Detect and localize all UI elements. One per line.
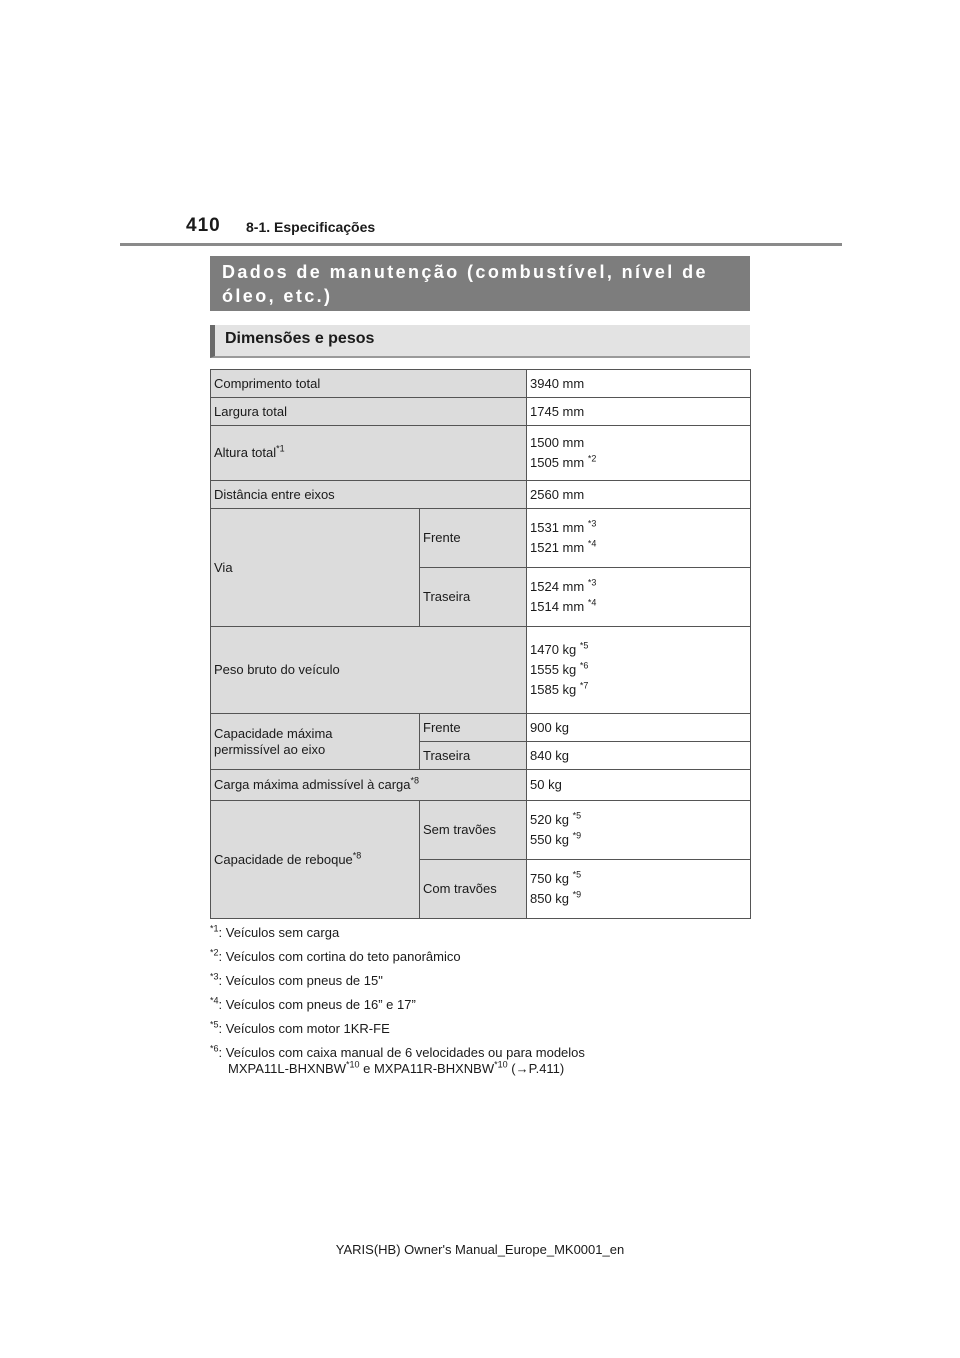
row-value <box>527 860 751 919</box>
footnote-ref: *10 <box>494 1059 508 1070</box>
row-value <box>527 426 751 481</box>
footnote-ref: *4 <box>587 597 597 608</box>
footnote <box>210 973 750 989</box>
footnote-ref: *2 <box>587 453 597 464</box>
table-row <box>211 398 751 426</box>
footnote-text: : Veículos com pneus de 16” e 17” <box>218 997 416 1012</box>
footnote-ref: *8 <box>410 775 420 786</box>
table-row <box>211 770 751 801</box>
footnote-mark: *3 <box>210 971 219 982</box>
value-text: 1514 mm <box>530 599 585 614</box>
table-row <box>211 714 751 742</box>
footnote-text: : Veículos com caixa manual de 6 velocidades ou para modelos <box>218 1045 585 1060</box>
value-text: 1470 kg <box>530 642 577 657</box>
row-value: 1745 mm <box>527 398 751 426</box>
footnote <box>210 1021 750 1037</box>
footnote-ref: *4 <box>587 538 597 549</box>
footnote-ref: *1 <box>276 443 285 454</box>
table-row <box>211 481 751 509</box>
page-number: 410 <box>186 215 221 236</box>
label-line: Capacidade máxima <box>214 725 333 741</box>
footnote-ref: *6 <box>579 660 589 671</box>
footnote <box>210 1045 750 1077</box>
row-label: Largura total <box>211 398 527 426</box>
footnote-ref: *5 <box>579 640 589 651</box>
row-value: 2560 mm <box>527 481 751 509</box>
row-label: Distância entre eixos <box>211 481 527 509</box>
footnote-text: : Veículos com pneus de 15" <box>218 973 383 988</box>
value-text: 1585 kg <box>530 682 577 697</box>
footnote-text: : Veículos com motor 1KR-FE <box>218 1021 390 1036</box>
footnote-ref: *3 <box>587 577 597 588</box>
footnote-ref: *10 <box>346 1059 360 1070</box>
row-value: 900 kg <box>527 714 751 742</box>
footnote-ref: *3 <box>587 518 597 529</box>
footnotes <box>210 925 750 1085</box>
section-subtitle: Dimensões e pesos <box>210 325 750 358</box>
row-value <box>527 568 751 627</box>
page-title: Dados de manutenção (combustível, nível de óleo, etc.) <box>210 256 750 311</box>
sub-label: Frente <box>420 509 527 568</box>
footnote-ref: *7 <box>579 680 589 691</box>
footnote-mark: *5 <box>210 1019 219 1030</box>
row-value <box>527 801 751 860</box>
row-label <box>211 801 420 919</box>
value-text: 1500 mm <box>530 435 585 450</box>
footnote <box>210 925 750 941</box>
sub-label: Sem travões <box>420 801 527 860</box>
value-text: 850 kg <box>530 891 570 906</box>
sub-label: Traseira <box>420 568 527 627</box>
footnote-ref: *5 <box>572 869 582 880</box>
row-value <box>527 627 751 714</box>
footnote-ref: *9 <box>572 889 582 900</box>
table-row <box>211 426 751 481</box>
footnote-text: : Veículos com cortina do teto panorâmico <box>218 949 461 964</box>
sub-label: Traseira <box>420 742 527 770</box>
row-label <box>211 426 527 481</box>
row-value: 3940 mm <box>527 370 751 398</box>
value-text: 1555 kg <box>530 662 577 677</box>
row-label: Comprimento total <box>211 370 527 398</box>
footnote <box>210 997 750 1013</box>
header-rule <box>120 243 842 246</box>
value-text: 550 kg <box>530 832 570 847</box>
page-reference-link[interactable]: (→P.411) <box>507 1061 565 1076</box>
specs-table <box>210 369 751 919</box>
value-text: 1521 mm <box>530 540 585 555</box>
section-label: 8-1. Especificações <box>246 219 376 235</box>
label-text: Carga máxima admissível à carga <box>214 777 411 792</box>
sub-label: Frente <box>420 714 527 742</box>
sub-label: Com travões <box>420 860 527 919</box>
footnote-ref: *8 <box>352 850 362 861</box>
footnote-ref: *5 <box>572 810 582 821</box>
table-row <box>211 801 751 860</box>
row-label <box>211 770 527 801</box>
footnote-mark: *1 <box>210 923 219 934</box>
model-code: e MXPA11R-BHXNBW <box>359 1061 495 1076</box>
label-line: permissível ao eixo <box>214 741 326 757</box>
value-text: 1531 mm <box>530 520 585 535</box>
row-label: Via <box>211 509 420 627</box>
row-label: Peso bruto do veículo <box>211 627 527 714</box>
row-value: 50 kg <box>527 770 751 801</box>
footnote-mark: *2 <box>210 947 219 958</box>
table-row <box>211 509 751 568</box>
value-text: 1524 mm <box>530 579 585 594</box>
model-code: MXPA11L-BHXNBW <box>228 1061 346 1076</box>
value-text: 750 kg <box>530 871 570 886</box>
row-value: 840 kg <box>527 742 751 770</box>
footnote <box>210 949 750 965</box>
value-text: 1505 mm <box>530 455 585 470</box>
footnote-mark: *6 <box>210 1043 219 1054</box>
row-value <box>527 509 751 568</box>
table-row <box>211 627 751 714</box>
row-label <box>211 714 420 770</box>
footnote-ref: *9 <box>572 830 582 841</box>
footnote-text: : Veículos sem carga <box>218 925 340 940</box>
label-text: Capacidade de reboque <box>214 851 353 867</box>
footer-text: YARIS(HB) Owner's Manual_Europe_MK0001_en <box>335 1242 625 1257</box>
footnote-mark: *4 <box>210 995 219 1006</box>
value-text: 520 kg <box>530 812 570 827</box>
table-row <box>211 370 751 398</box>
label-text: Altura total <box>214 445 277 460</box>
